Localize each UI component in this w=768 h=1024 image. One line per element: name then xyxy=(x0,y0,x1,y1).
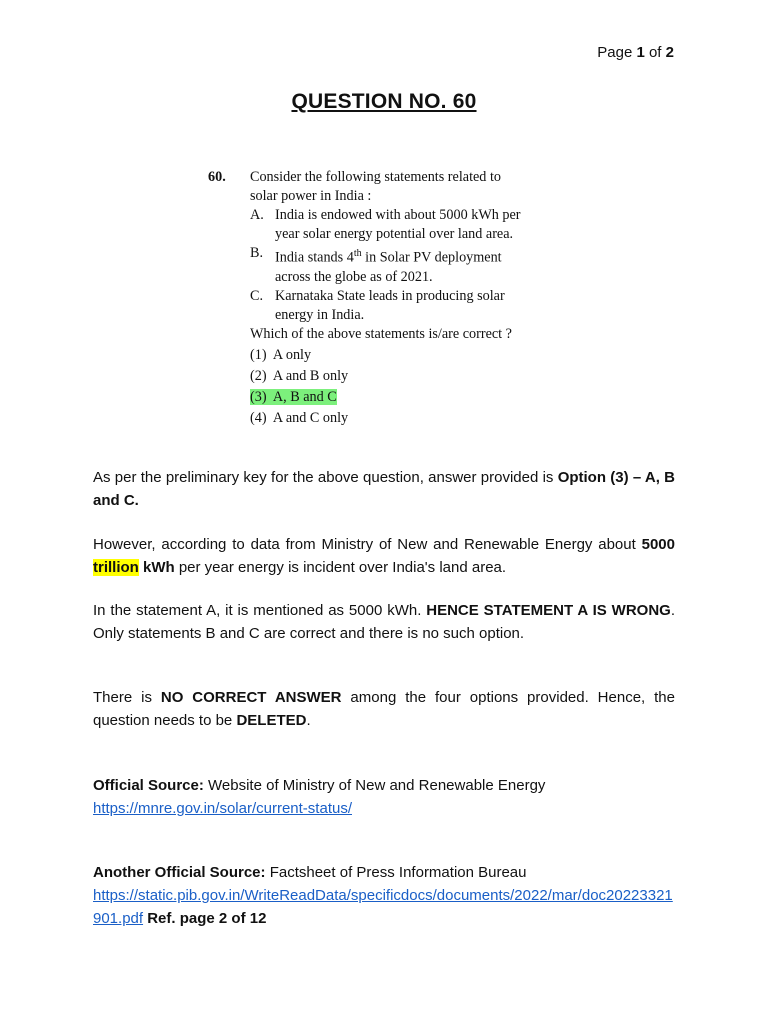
statement-text: across the globe as of 2021. xyxy=(275,268,433,285)
para-text: However, according to data from Ministry of New and Renewable Energy about xyxy=(93,536,642,553)
source-label: Official Source: xyxy=(93,777,204,794)
statement-label: C. xyxy=(250,287,264,304)
statement-a xyxy=(250,206,568,244)
statement-label: A. xyxy=(250,207,264,223)
para-text: As per the preliminary key for the above question, answer provided is xyxy=(93,469,558,486)
para-bold: Option (3) – A, B and C. xyxy=(93,469,675,509)
option-text: (1) A only xyxy=(250,346,312,363)
option-1 xyxy=(250,346,568,365)
page-current: 1 xyxy=(636,44,645,61)
option-text-highlighted: (3) A, B and C xyxy=(250,388,337,405)
option-3 xyxy=(250,388,568,407)
para-bold: NO CORRECT ANSWER xyxy=(160,689,342,706)
statement-text xyxy=(275,244,568,268)
option-text: (2) A and B only xyxy=(250,367,349,384)
statement-text-part: India stands 4 xyxy=(275,249,354,266)
para-bold: DELETED xyxy=(236,712,307,729)
statement-b xyxy=(250,244,568,287)
statement-label: B. xyxy=(250,245,264,261)
paragraph-conclusion xyxy=(93,686,675,732)
page-number xyxy=(597,44,674,61)
ordinal-suffix: th xyxy=(353,248,362,259)
paragraph-preliminary-key xyxy=(93,466,675,512)
question-image xyxy=(208,168,568,428)
source-text: Factsheet of Press Information Bureau xyxy=(265,864,527,881)
para-bold: kWh xyxy=(138,559,175,576)
para-text: among the four options provided. Hence, the question needs to be xyxy=(93,689,675,729)
option-4 xyxy=(250,409,568,428)
statement-text: India is endowed with about 5000 kWh per xyxy=(275,207,521,223)
paragraph-mnre-data xyxy=(93,533,675,579)
official-source xyxy=(93,774,675,820)
source-text: Website of Ministry of New and Renewable Energy xyxy=(203,777,546,794)
question-prompt: Which of the above statements is/are correct ? xyxy=(250,325,512,342)
para-text: In the statement A, it is mentioned as 5000 kWh. xyxy=(93,602,427,619)
para-bold: HENCE STATEMENT A IS WRONG xyxy=(426,602,671,619)
para-bold: 5000 xyxy=(641,536,675,553)
pib-link[interactable]: https://static.pib.gov.in/WriteReadData/specificdocs/documents/2022/mar/doc20223321901.pdf xyxy=(93,887,673,927)
statement-c xyxy=(250,287,568,325)
statement-text: year solar energy potential over land area. xyxy=(275,226,514,242)
question-stem-line2: solar power in India : xyxy=(250,188,372,204)
another-official-source xyxy=(93,861,675,930)
page-of: of xyxy=(644,44,666,61)
reference-page: Ref. page 2 of 12 xyxy=(143,910,267,927)
highlighted-word: trillion xyxy=(93,559,139,576)
option-2 xyxy=(250,367,568,386)
statement-text-part: in Solar PV deployment xyxy=(361,249,502,266)
statement-text: energy in India. xyxy=(275,306,365,323)
paragraph-statement-a xyxy=(93,599,675,645)
page-title: QUESTION NO. 60 xyxy=(291,90,477,113)
para-text: per year energy is incident over India's land area. xyxy=(174,559,507,576)
para-text: . xyxy=(306,712,311,729)
para-text: There is xyxy=(93,689,161,706)
page-prefix: Page xyxy=(597,44,637,61)
mnre-link[interactable]: https://mnre.gov.in/solar/current-status/ xyxy=(93,800,352,817)
question-stem-line1: Consider the following statements related to xyxy=(250,169,501,185)
statement-text: Karnataka State leads in producing solar xyxy=(275,287,505,304)
para-text: . Only statements B and C are correct and there is no such option. xyxy=(93,602,675,642)
option-text: (4) A and C only xyxy=(250,409,349,426)
page-total: 2 xyxy=(665,44,674,61)
source-label: Another Official Source: xyxy=(93,864,266,881)
question-number: 60. xyxy=(208,169,226,185)
